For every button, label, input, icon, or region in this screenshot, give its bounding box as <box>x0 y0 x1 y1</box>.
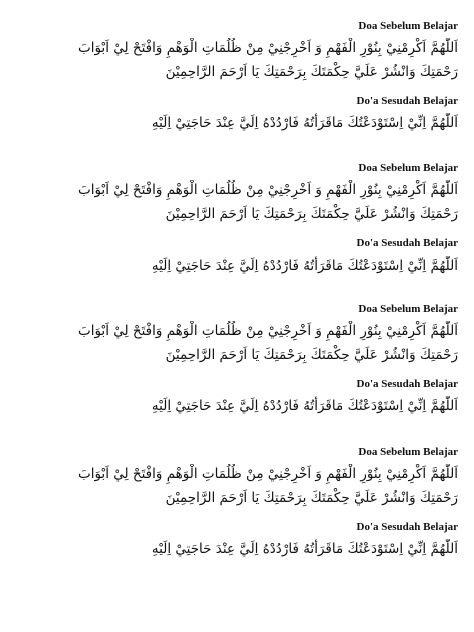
doa-sesudah-belajar-heading: Do'a Sesudah Belajar <box>356 95 458 107</box>
doa-sebelum-line-1: اَللّٰهُمَّ اَكْرِمْنِيْ بِنُوْرِ الْفَهْمِ وَ اَخْرِجْنِيْ مِنْ ظُلُمَاتِ الْوَهْمِ وَافْتَحْ لِيْ اَبْوَابَ <box>78 40 458 56</box>
doa-sebelum-belajar-heading: Doa Sebelum Belajar <box>358 303 458 315</box>
doa-sebelum-belajar-heading: Doa Sebelum Belajar <box>358 162 458 174</box>
doa-sesudah-belajar-heading: Do'a Sesudah Belajar <box>356 521 458 533</box>
doa-sesudah-belajar-heading: Do'a Sesudah Belajar <box>356 378 458 390</box>
doa-sesudah-line-1: اَللّٰهُمَّ اِنِّيْ اِسْتَوْدَعْتُكَ مَاقَرَأْتُهُ فَارْدُدْهُ اِلَيَّ عِنْدَ حَاجَتِيْ اِلَيْهِ <box>151 398 458 414</box>
doa-sesudah-line-1: اَللّٰهُمَّ اِنِّيْ اِسْتَوْدَعْتُكَ مَاقَرَأْتُهُ فَارْدُدْهُ اِلَيَّ عِنْدَ حَاجَتِيْ اِلَيْهِ <box>151 115 458 131</box>
doa-sebelum-line-2: رَحْمَتِكَ وَانْشُرْ عَلَيَّ حِكْمَتَكَ بِرَحْمَتِكَ يَا اَرْحَمَ الرَّاحِمِيْنَ <box>165 347 458 363</box>
doa-sebelum-line-2: رَحْمَتِكَ وَانْشُرْ عَلَيَّ حِكْمَتَكَ بِرَحْمَتِكَ يَا اَرْحَمَ الرَّاحِمِيْنَ <box>165 490 458 506</box>
doa-sebelum-belajar-heading: Doa Sebelum Belajar <box>358 20 458 32</box>
doa-sebelum-belajar-heading: Doa Sebelum Belajar <box>358 446 458 458</box>
doa-sebelum-line-1: اَللّٰهُمَّ اَكْرِمْنِيْ بِنُوْرِ الْفَهْمِ وَ اَخْرِجْنِيْ مِنْ ظُلُمَاتِ الْوَهْمِ وَافْتَحْ لِيْ اَبْوَابَ <box>78 466 458 482</box>
doa-sebelum-line-2: رَحْمَتِكَ وَانْشُرْ عَلَيَّ حِكْمَتَكَ بِرَحْمَتِكَ يَا اَرْحَمَ الرَّاحِمِيْنَ <box>165 64 458 80</box>
doa-sebelum-line-1: اَللّٰهُمَّ اَكْرِمْنِيْ بِنُوْرِ الْفَهْمِ وَ اَخْرِجْنِيْ مِنْ ظُلُمَاتِ الْوَهْمِ وَافْتَحْ لِيْ اَبْوَابَ <box>78 182 458 198</box>
doa-sesudah-line-1: اَللّٰهُمَّ اِنِّيْ اِسْتَوْدَعْتُكَ مَاقَرَأْتُهُ فَارْدُدْهُ اِلَيَّ عِنْدَ حَاجَتِيْ اِلَيْهِ <box>151 541 458 557</box>
doa-sesudah-belajar-heading: Do'a Sesudah Belajar <box>356 237 458 249</box>
doa-sesudah-line-1: اَللّٰهُمَّ اِنِّيْ اِسْتَوْدَعْتُكَ مَاقَرَأْتُهُ فَارْدُدْهُ اِلَيَّ عِنْدَ حَاجَتِيْ اِلَيْهِ <box>151 258 458 274</box>
doa-sebelum-line-2: رَحْمَتِكَ وَانْشُرْ عَلَيَّ حِكْمَتَكَ بِرَحْمَتِكَ يَا اَرْحَمَ الرَّاحِمِيْنَ <box>165 206 458 222</box>
doa-sebelum-line-1: اَللّٰهُمَّ اَكْرِمْنِيْ بِنُوْرِ الْفَهْمِ وَ اَخْرِجْنِيْ مِنْ ظُلُمَاتِ الْوَهْمِ وَافْتَحْ لِيْ اَبْوَابَ <box>78 323 458 339</box>
